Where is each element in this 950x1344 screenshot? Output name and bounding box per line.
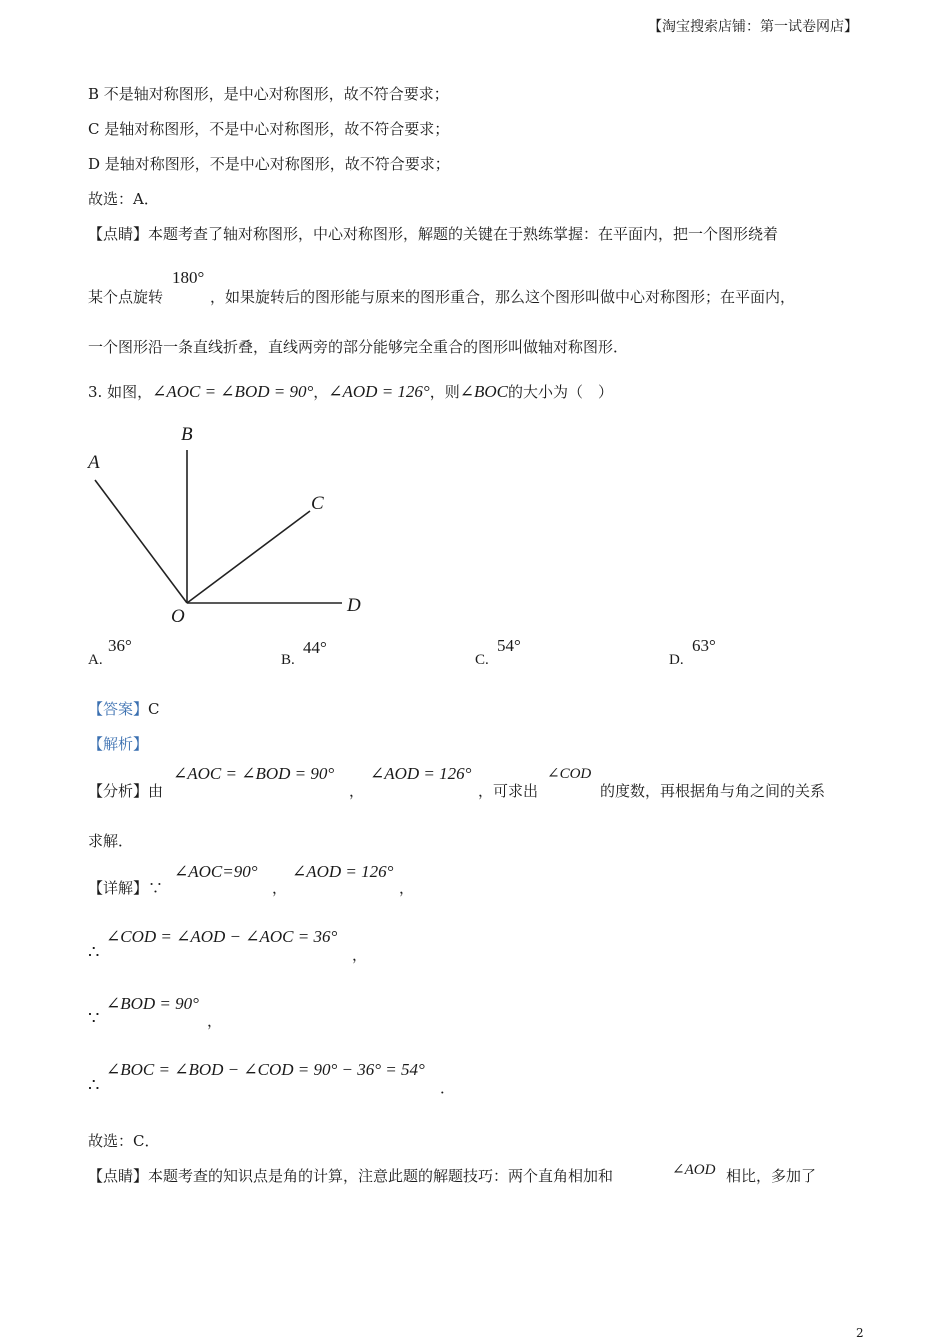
tip-text-a: 本题考查的知识点是角的计算，注意此题的解题技巧：两个直角相加和 bbox=[148, 1167, 614, 1185]
question-given2: ∠AOD = 126° bbox=[328, 382, 430, 401]
option-d-letter: D. bbox=[669, 652, 684, 668]
prev-tip-line1 bbox=[88, 223, 778, 244]
analysis-tag: 【解析】 bbox=[88, 735, 149, 753]
detail-eq2: ∠AOD = 126° bbox=[292, 862, 394, 881]
prev-line-b: B 不是轴对称图形，是中心对称图形，故不符合要求； bbox=[88, 85, 449, 103]
fenxi-tag: 【分析】 bbox=[88, 782, 149, 800]
fenxi-eq2: ∠AOD = 126° bbox=[370, 764, 472, 783]
page-header: 【淘宝搜索店铺：第一试卷网店】 bbox=[648, 19, 858, 35]
option-d-value: 63° bbox=[692, 636, 716, 655]
fenxi-angle: ∠COD bbox=[547, 766, 592, 782]
because-2: ∵ bbox=[88, 1008, 100, 1029]
option-a-value: 36° bbox=[108, 636, 132, 655]
label-a: A bbox=[88, 452, 100, 473]
option-c-letter: C. bbox=[475, 652, 489, 668]
step-1: ∠COD = ∠AOD − ∠AOC = 36° bbox=[106, 927, 338, 946]
angle-figure bbox=[80, 420, 380, 635]
prev-tip-line2a: 某个点旋转 bbox=[88, 288, 164, 306]
tip-tag: 【点睛】 bbox=[88, 1167, 149, 1185]
prev-line-c: C 是轴对称图形，不是中心对称图形，故不符合要求； bbox=[88, 120, 450, 138]
answer-line bbox=[88, 698, 160, 719]
detail-tag: 【详解】∵ bbox=[88, 879, 164, 897]
step-3-end: ． bbox=[440, 1079, 456, 1097]
detail-end: ， bbox=[399, 879, 415, 897]
final-choice: 故选：C． bbox=[88, 1132, 160, 1150]
therefore-1: ∴ bbox=[88, 942, 100, 963]
detail-eq1: ∠AOC=90° bbox=[174, 862, 258, 881]
tip-line bbox=[88, 1165, 613, 1186]
ray-oc bbox=[187, 511, 310, 603]
answer-tag: 【答案】 bbox=[88, 700, 149, 718]
prev-answer: 故选：A． bbox=[88, 190, 159, 208]
fenxi-a: 由 bbox=[148, 782, 164, 800]
question-line bbox=[88, 381, 613, 402]
prev-line-d: D 是轴对称图形，不是中心对称图形，故不符合要求； bbox=[88, 155, 450, 173]
question-number: 3. 如图， bbox=[88, 383, 153, 401]
detail-sep: ， bbox=[272, 879, 288, 897]
step-2-end: ， bbox=[207, 1012, 223, 1030]
fenxi-b: ，可求出 bbox=[478, 782, 539, 800]
question-ask-a: ，则 bbox=[429, 383, 460, 401]
tip-text-b: 相比，多加了 bbox=[726, 1167, 817, 1185]
option-a-letter: A. bbox=[88, 652, 103, 668]
option-c-value: 54° bbox=[497, 636, 521, 655]
fenxi-c: 的度数，再根据角与角之间的关系 bbox=[600, 782, 826, 800]
ray-oa bbox=[95, 480, 187, 603]
fenxi-eq1: ∠AOC = ∠BOD = 90° bbox=[173, 764, 335, 783]
label-o: O bbox=[171, 606, 185, 627]
option-b-value: 44° bbox=[303, 638, 327, 657]
label-d: D bbox=[347, 595, 361, 616]
step-3: ∠BOC = ∠BOD − ∠COD = 90° − 36° = 54° bbox=[106, 1060, 425, 1079]
prev-tip-line3: 一个图形沿一条直线折叠，直线两旁的部分能够完全重合的图形叫做轴对称图形． bbox=[88, 338, 629, 356]
question-sep: ， bbox=[313, 383, 329, 401]
answer-value: C bbox=[148, 700, 160, 718]
tip-angle: ∠AOD bbox=[672, 1162, 716, 1178]
question-given1: ∠AOC = ∠BOD = 90° bbox=[152, 382, 314, 401]
page-number: 2 bbox=[856, 1326, 864, 1340]
prev-tip-line2b: ，如果旋转后的图形能与原来的图形重合，那么这个图形叫做中心对称图形；在平面内， bbox=[210, 288, 796, 306]
step-1-end: ， bbox=[352, 946, 368, 964]
label-b: B bbox=[181, 424, 193, 445]
prev-tip-text1: 本题考查了轴对称图形，中心对称图形，解题的关键在于熟练掌握：在平面内，把一个图形绕着 bbox=[148, 225, 779, 243]
label-c: C bbox=[311, 493, 324, 514]
fenxi-sep: ， bbox=[349, 782, 365, 800]
question-ask-angle: ∠BOC bbox=[459, 382, 508, 401]
prev-tip-angle: 180° bbox=[172, 268, 205, 287]
therefore-2: ∴ bbox=[88, 1075, 100, 1096]
step-2: ∠BOD = 90° bbox=[106, 994, 199, 1013]
question-ask-b: 的大小为（ ） bbox=[508, 383, 614, 401]
prev-tip-tag: 【点睛】 bbox=[88, 225, 149, 243]
fenxi-line2: 求解． bbox=[88, 832, 134, 850]
fenxi-text-a bbox=[88, 780, 163, 801]
option-b-letter: B. bbox=[281, 652, 295, 668]
